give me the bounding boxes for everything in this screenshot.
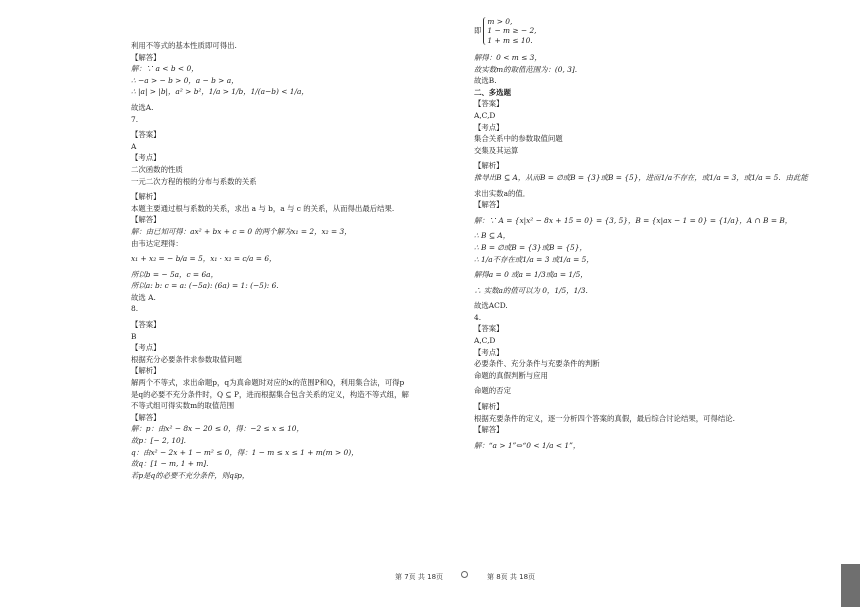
- text-line: 故选B.: [474, 76, 497, 86]
- text-line: 【解答】: [474, 200, 504, 210]
- text-line: 推导出B ⊆ A，从而B = ∅或B = {3}或B = {5}，进而1/a不存在，或1/a = 3，或1/a = 5．由此能: [474, 172, 808, 182]
- text-line: q：由x² − 2x + 1 − m² ≤ 0，得：1 − m ≤ x ≤ 1 + m(m > 0)，: [131, 447, 359, 457]
- text-line: 根据充分必要条件求参数取值问题: [131, 354, 242, 364]
- text-line: 所以b = − 5a，c = 6a，: [131, 269, 218, 279]
- text-line: ∴ 实数a的值可以为 0，1/5，1/3.: [474, 285, 588, 295]
- text-line: 故q：[1 − m, 1 + m].: [131, 459, 209, 469]
- text-line: 根据充要条件的定义，逐一分析四个答案的真假，最后综合讨论结果，可得结论.: [474, 413, 736, 423]
- text-line: A,C,D: [474, 110, 496, 120]
- text-line: 【解答】: [131, 52, 161, 62]
- text-line: 二次函数的性质: [131, 164, 183, 174]
- system-line: 1 + m ≤ 10.: [487, 35, 533, 45]
- text-line: 故p：[− 2, 10].: [131, 436, 186, 445]
- text-line: 7.: [131, 114, 139, 124]
- inequality-system: [474, 10, 814, 52]
- text-line: B: [131, 331, 137, 341]
- text-line: 不等式组可得实数m的取值范围: [131, 401, 235, 411]
- text-line: 【考点】: [474, 347, 504, 357]
- text-line: ∴ |a| > |b|，a² > b²，1/a > 1/b，1/(a−b) < 1/a，: [131, 87, 309, 97]
- text-line: 解：由已知可得：ax² + bx + c = 0 的两个解为x₁ = 2，x₂ = 3，: [131, 226, 352, 236]
- text-line: 由韦达定理得：: [131, 238, 183, 248]
- text-line: 【解析】: [474, 161, 504, 171]
- text-line: 8.: [131, 304, 139, 314]
- text-line: 【答案】: [474, 99, 504, 109]
- text-line: 解：∵ a < b < 0，: [131, 64, 199, 74]
- text-line: 利用不等式的基本性质即可得出.: [131, 41, 237, 50]
- text-line: ∴ B ⊆ A，: [474, 231, 511, 241]
- system-prefix: 即: [474, 26, 482, 36]
- text-line: 命题的真假判断与应用: [474, 370, 548, 380]
- right-lines: [474, 52, 814, 451]
- text-line: 故选 A.: [131, 292, 156, 302]
- text-line: 故选ACD.: [474, 301, 508, 311]
- text-line: 【考点】: [131, 343, 161, 353]
- text-line: 故实数m的取值范围为：(0, 3].: [474, 64, 578, 74]
- text-line: 【考点】: [474, 122, 504, 132]
- text-line: 解两个不等式，求出命题p，q为真命题时对应的x的范围P和Q，利用集合法，可得p: [131, 378, 405, 388]
- text-line: x₁ + x₂ = − b/a = 5，x₁ · x₂ = c/a = 6，: [131, 254, 277, 264]
- text-line: 【答案】: [131, 320, 161, 330]
- text-line: 求出实数a的值．: [474, 188, 531, 198]
- text-line: 必要条件、充分条件与充要条件的判断: [474, 359, 600, 369]
- left-page-column: [131, 40, 456, 481]
- page-separator-icon: [461, 571, 468, 578]
- text-line: 【考点】: [131, 153, 161, 163]
- text-line: 【解答】: [474, 425, 504, 435]
- text-line: 【答案】: [474, 324, 504, 334]
- page-number-right: 第 8页 共 18页: [487, 573, 536, 581]
- text-line: 【解析】: [474, 402, 504, 412]
- side-scroll-tab[interactable]: [841, 564, 860, 607]
- text-line: 交集及其运算: [474, 145, 519, 155]
- text-line: 【解析】: [131, 366, 161, 376]
- section-heading: 二、多选题: [474, 87, 511, 97]
- text-line: 解：“a > 1”⇔“0 < 1/a < 1”，: [474, 440, 581, 450]
- text-line: 4.: [474, 312, 482, 322]
- text-line: A,C,D: [474, 336, 496, 346]
- text-line: 解：∵ A = {x|x² − 8x + 15 = 0} = {3, 5}，B = {x|ax − 1 = 0} = {1/a}，A ∩ B = B，: [474, 215, 793, 225]
- text-line: 命题的否定: [474, 386, 511, 396]
- text-line: 解得：0 < m ≤ 3，: [474, 53, 542, 62]
- text-line: ∴ B = ∅或B = {3}或B = {5}，: [474, 242, 587, 252]
- text-line: 若p是q的必要不充分条件，则q⫋p，: [131, 470, 250, 480]
- page-number-left: 第 7页 共 18页: [395, 573, 444, 581]
- text-line: 【解答】: [131, 215, 161, 225]
- text-line: 本题主要通过根与系数的关系，求出 a 与 b，a 与 c 的关系，从而得出最后结果.: [131, 203, 395, 213]
- system-brace: [483, 17, 536, 45]
- text-line: ∴ 1/a不存在或1/a = 3 或1/a = 5，: [474, 254, 594, 264]
- text-line: 故选A.: [131, 102, 154, 112]
- system-line: m > 0,: [487, 17, 513, 27]
- right-page-column: [474, 17, 814, 451]
- text-line: 一元二次方程的根的分布与系数的关系: [131, 176, 257, 186]
- text-line: 所以a: b: c = a: (−5a): (6a) = 1: (−5): 6.: [131, 281, 279, 291]
- text-line: 集合关系中的参数取值问题: [474, 134, 563, 144]
- system-line: 1 − m ≥ − 2,: [487, 26, 537, 36]
- text-line: 【答案】: [131, 130, 161, 140]
- text-line: A: [131, 141, 137, 151]
- text-line: 是q的必要不充分条件时，Q ⊆ P，进而根据集合包含关系的定义，构造不等式组，解: [131, 389, 409, 399]
- text-line: ∴ −a > − b > 0，a − b > a，: [131, 75, 239, 85]
- text-line: 解：p：由x² − 8x − 20 ≤ 0，得：−2 ≤ x ≤ 10，: [131, 424, 304, 434]
- text-line: 解得a = 0 或a = 1/3或a = 1/5，: [474, 270, 588, 280]
- text-line: 【解答】: [131, 412, 161, 422]
- text-line: 【解析】: [131, 192, 161, 202]
